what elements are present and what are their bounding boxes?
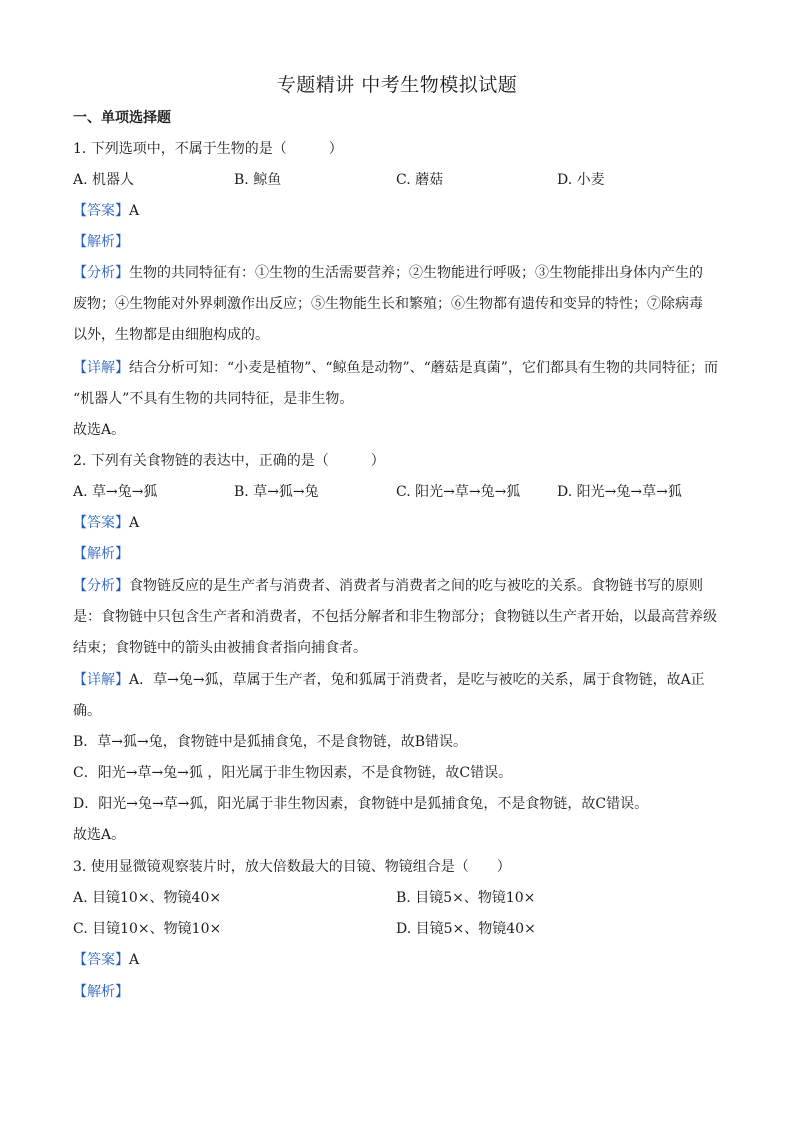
q2-answer-value: A [129,515,140,531]
q1-answer [73,201,723,221]
q2-detail-line-5: D．阳光→兔→草→狐，阳光属于非生物因素，食物链中是狐捕食兔，不是食物链，故C错误。 [73,796,649,812]
section-heading: 一、单项选择题 [73,110,171,126]
detail-label: 【详解】 [73,360,129,376]
answer-label: 【答案】 [73,203,129,219]
q1-analysis-line-3: 以外，生物都是由细胞构成的。 [73,327,269,343]
q2-option-a: A. 草→兔→狐 [73,484,158,500]
q2-detail-line-2: 确。 [73,703,101,719]
q2-detail-text-1: A．草→兔→狐，草属于生产者，兔和狐属于消费者，是吃与被吃的关系，属于食物链，故A正 [129,672,705,688]
q2-detail-line-4: C．阳光→草→兔→狐 ，阳光属于非生物因素，不是食物链，故C错误。 [73,765,513,781]
q3-option-c: C. 目镜10×、物镜10× [73,921,222,937]
q1-analysis-text-1: 生物的共同特征有：①生物的生活需要营养；②生物能进行呼吸；③生物能排出身体内产生的 [129,265,703,281]
q3-option-a: A. 目镜10×、物镜40× [73,890,222,906]
q2-analysis-line-1 [73,576,723,596]
answer-label: 【答案】 [73,952,129,968]
detail-label: 【详解】 [73,672,129,688]
q3-option-d: D. 目镜5×、物镜40× [396,921,536,937]
q2-analysis-text-1: 食物链反应的是生产者与消费者、消费者与消费者之间的吃与被吃的关系。食物链书写的原则 [129,578,703,594]
q1-detail-line-1 [73,358,723,378]
q2-answer [73,513,723,533]
q2-detail-line-1 [73,670,723,690]
q2-conclusion: 故选A。 [73,827,126,843]
q2-option-c: C. 阳光→草→兔→狐 [396,484,521,500]
q3-option-b: B. 目镜5×、物镜10× [396,890,536,906]
q1-option-c: C. 蘑菇 [396,172,444,188]
q2-analysis-line-2: 是：食物链中只包含生产者和消费者，不包括分解者和非生物部分；食物链以生产者开始，以最高营养级 [73,609,717,625]
q1-detail-line-2: “机器人”不具有生物的共同特征，是非生物。 [73,391,354,407]
q2-stem: 2. 下列有关食物链的表达中，正确的是（ ） [73,453,385,469]
q1-conclusion: 故选A。 [73,422,126,438]
q1-stem: 1. 下列选项中，不属于生物的是（ ） [73,141,343,157]
q1-analysis-line-2: 废物；④生物能对外界刺激作出反应；⑤生物能生长和繁殖；⑥生物都有遗传和变异的特性；⑦除病毒 [73,296,703,312]
q1-answer-value: A [129,203,140,219]
q1-option-b: B. 鲸鱼 [234,172,282,188]
q3-explain-label: 【解析】 [73,984,129,1000]
page-title: 专题精讲 中考生物模拟试题 [276,74,518,96]
q1-option-d: D. 小麦 [557,172,605,188]
q2-explain-label: 【解析】 [73,546,129,562]
q1-explain-label: 【解析】 [73,234,129,250]
q2-analysis-line-3: 结束；食物链中的箭头由被捕食者指向捕食者。 [73,640,367,656]
q2-detail-line-3: B．草→狐→兔，食物链中是狐捕食兔，不是食物链，故B错误。 [73,734,468,750]
q3-stem: 3. 使用显微镜观察装片时，放大倍数最大的目镜、物镜组合是（ ） [73,859,511,875]
q1-detail-text-1: 结合分析可知：“小麦是植物”、“鲸鱼是动物”、“蘑菇是真菌”，它们都具有生物的共同特征；而 [129,360,718,376]
analysis-label: 【分析】 [73,578,129,594]
q3-answer-value: A [129,952,140,968]
analysis-label: 【分析】 [73,265,129,281]
q2-option-b: B. 草→狐→兔 [234,484,319,500]
q2-option-d: D. 阳光→兔→草→狐 [557,484,682,500]
q1-analysis-line-1 [73,263,723,283]
q1-option-a: A. 机器人 [73,172,135,188]
q3-answer [73,950,723,970]
answer-label: 【答案】 [73,515,129,531]
